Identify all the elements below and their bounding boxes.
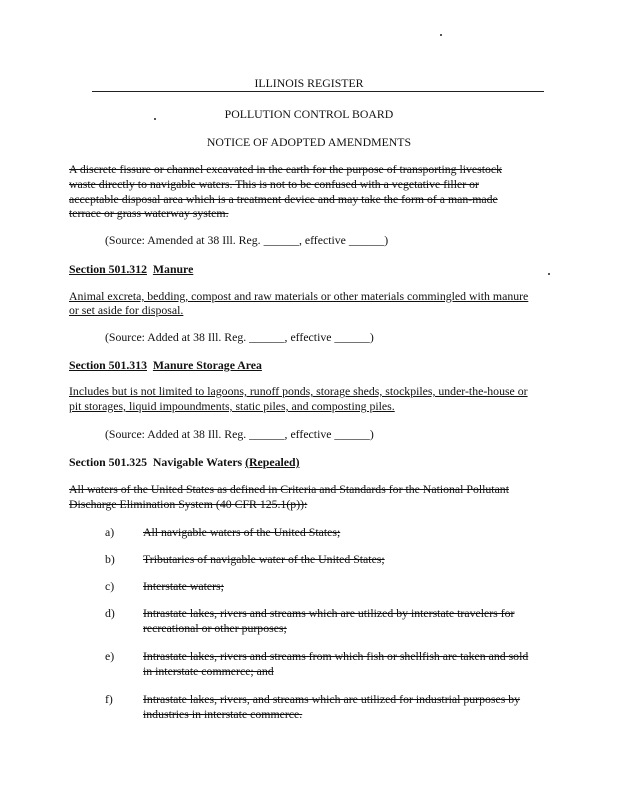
list-text-cont: recreational or other purposes; (143, 621, 287, 635)
section-title: Manure (152, 262, 194, 276)
waters-line-1: All waters of the United States as defined in Criteria and Standards for the National Pollutant (69, 482, 509, 496)
list-label: d) (105, 606, 115, 620)
source-note-2: (Source: Added at 38 Ill. Reg. ______, effective ______) (105, 330, 374, 344)
list-label: f) (105, 692, 113, 706)
source-note-3: (Source: Added at 38 Ill. Reg. ______, effective ______) (105, 427, 374, 441)
list-label: c) (105, 579, 115, 593)
list-text-cont: in interstate commerce; and (143, 664, 274, 678)
storage-line-2: pit storages, liquid impoundments, static piles, and composting piles. (69, 399, 395, 413)
source-note-1: (Source: Amended at 38 Ill. Reg. ______, effective ______) (105, 233, 389, 247)
section-heading-waters (69, 455, 300, 469)
list-text-cont: industries in interstate commerce. (143, 707, 303, 721)
section-number: Section 501.325 (69, 455, 147, 469)
section-number: Section 501.313 (69, 358, 147, 372)
list-text: All navigable waters of the United States; (143, 525, 341, 539)
section-title: Manure Storage Area (152, 358, 262, 372)
header-rule (92, 91, 544, 92)
list-text: Intrastate lakes, rivers, and streams which are utilized for industrial purposes by (143, 692, 521, 706)
section-title: Navigable Waters (152, 455, 243, 469)
definition-line-1: A discrete fissure or channel excavated in the earth for the purpose of transporting livestock (69, 162, 503, 176)
board-title: POLLUTION CONTROL BOARD (224, 107, 394, 121)
repealed-tag: (Repealed) (245, 455, 300, 469)
notice-title: NOTICE OF ADOPTED AMENDMENTS (206, 135, 412, 149)
scan-speck (154, 118, 156, 120)
section-heading-storage (69, 358, 262, 372)
storage-line-1: Includes but is not limited to lagoons, runoff ponds, storage sheds, stockpiles, under-the-house or (69, 384, 528, 398)
manure-line-2: or set aside for disposal. (69, 303, 184, 317)
scan-speck (440, 34, 442, 36)
section-heading-manure (69, 262, 193, 276)
list-text: Tributaries of navigable water of the United States; (143, 552, 385, 566)
definition-line-3: acceptable disposal area which is a treatment device and may take the form of a man-made (69, 192, 498, 206)
definition-line-4: terrace or grass waterway system. (69, 206, 229, 220)
list-text: Intrastate lakes, rivers and streams which are utilized by interstate travelers for (143, 606, 515, 620)
list-label: e) (105, 649, 115, 663)
section-number: Section 501.312 (69, 262, 147, 276)
scan-speck (548, 273, 550, 275)
definition-line-2: waste directly to navigable waters. This is not to be confused with a vegetative filler or (69, 177, 479, 191)
list-label: b) (105, 552, 115, 566)
register-title: ILLINOIS REGISTER (254, 76, 364, 90)
manure-line-1: Animal excreta, bedding, compost and raw materials or other materials commingled with manure (69, 289, 529, 303)
list-text: Intrastate lakes, rivers and streams from which fish or shellfish are taken and sold (143, 649, 529, 663)
list-label: a) (105, 525, 115, 539)
list-text: Interstate waters; (143, 579, 224, 593)
waters-line-2: Discharge Elimination System (40 CFR 125.1(p)): (69, 497, 308, 511)
